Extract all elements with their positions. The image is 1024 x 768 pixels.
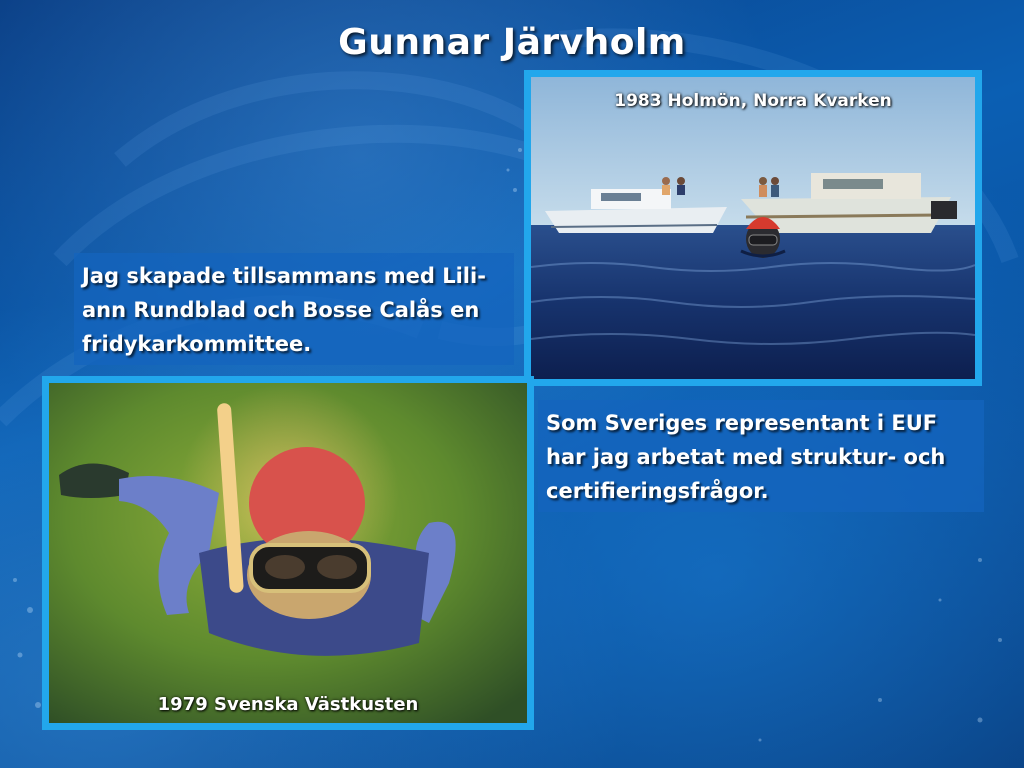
text-block-euf: Som Sveriges representant i EUF har jag arbetat med struktur- och certifieringsfrågor. bbox=[538, 400, 984, 512]
photo-caption-bottom: 1979 Svenska Västkusten bbox=[157, 694, 419, 715]
photo-vastkusten bbox=[42, 376, 534, 730]
underwater-diver-image bbox=[49, 383, 527, 723]
boats-snorkeler-image bbox=[531, 77, 975, 379]
slide-title: Gunnar Järvholm bbox=[338, 22, 686, 63]
text-block-committee: Jag skapade tillsammans med Lili-ann Rundblad och Bosse Calås en fridykarkommittee. bbox=[74, 253, 514, 365]
photo-caption-top: 1983 Holmön, Norra Kvarken bbox=[614, 91, 892, 111]
photo-holmon bbox=[524, 70, 982, 386]
